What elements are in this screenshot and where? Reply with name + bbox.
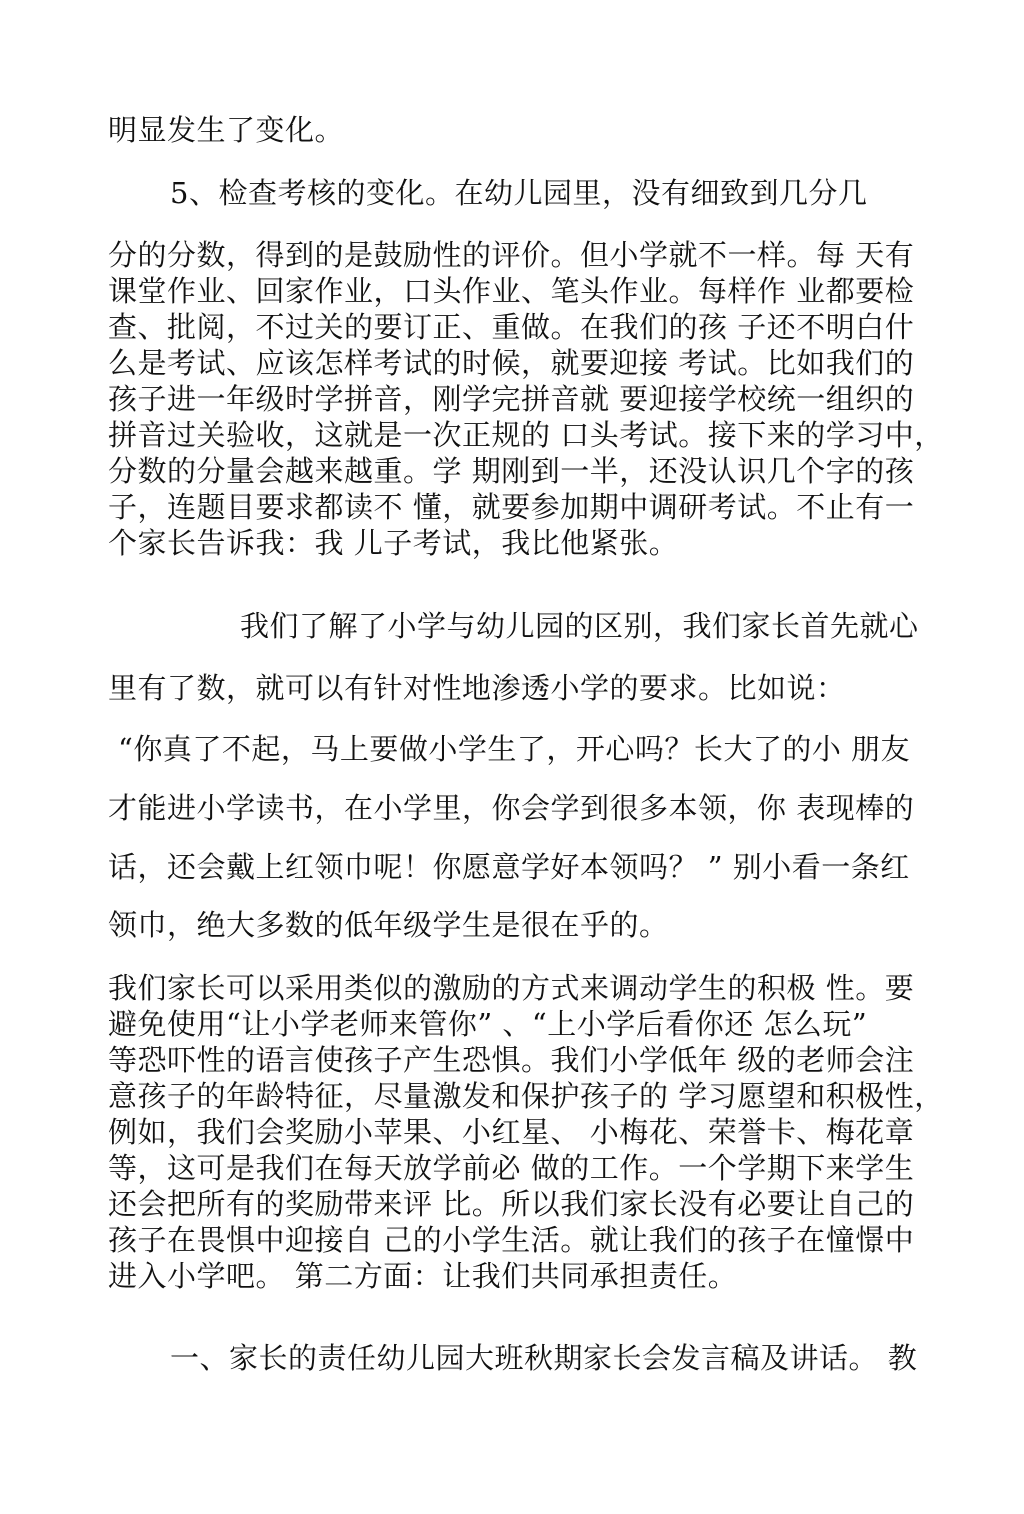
paragraph-line: 意孩子的年龄特征，尽量激发和保护孩子的 学习愿望和积极性， [108,1079,944,1113]
paragraph-block [108,970,944,1294]
paragraph-line: 分的分数，得到的是鼓励性的评价。但小学就不一样。每 天有 [108,238,915,272]
paragraph-line: 子，连题目要求都读不 懂，就要参加期中调研考试。不止有一 [108,490,915,524]
paragraph-line: 里有了数，就可以有针对性地渗透小学的要求。比如说： [108,671,846,705]
paragraph-line: “你真了不起，马上要做小学生了，开心吗？长大了的小 朋友 [118,732,911,766]
paragraph-line: 才能进小学读书，在小学里，你会学到很多本领，你 表现棒的 [108,791,915,825]
paragraph-block [108,237,944,561]
paragraph-line: 孩子在畏惧中迎接自 己的小学生活。就让我们的孩子在憧憬中 [108,1223,915,1257]
paragraph-line: 我们家长可以采用类似的激励的方式来调动学生的积极 性。要 [108,971,915,1005]
paragraph-line: 例如，我们会奖励小苹果、小红星、 小梅花、荣誉卡、梅花章 [108,1115,915,1149]
paragraph-line: 等恐吓性的语言使孩子产生恐惧。我们小学低年 级的老师会注 [108,1043,915,1077]
paragraph-line: 分数的分量会越来越重。学 期刚到一半，还没认识几个字的孩 [108,454,915,488]
paragraph-line: 进入小学吧。 第二方面：让我们共同承担责任。 [108,1259,738,1293]
paragraph-line: 话，还会戴上红领巾呢！你愿意学好本领吗？ ” 别小看一条红 [108,850,910,884]
paragraph-line: 拼音过关验收，这就是一次正规的 口头考试。接下来的学习中， [108,418,944,452]
paragraph-line: 我们了解了小学与幼儿园的区别，我们家长首先就心 [240,609,919,643]
paragraph-line: 明显发生了变化。 [108,113,345,147]
paragraph-line: 孩子进一年级时学拼音，刚学完拼音就 要迎接学校统一组织的 [108,382,915,416]
paragraph-line: 5、检查考核的变化。在幼儿园里，没有细致到几分几 [170,176,868,210]
paragraph-line: 么是考试、应该怎样考试的时候，就要迎接 考试。比如我们的 [108,346,915,380]
paragraph-line: 领巾，绝大多数的低年级学生是很在乎的。 [108,908,669,942]
paragraph-line: 等，这可是我们在每天放学前必 做的工作。一个学期下来学生 [108,1151,915,1185]
paragraph-line: 避免使用“让小学老师来管你” 、“上小学后看你还 怎么玩” [108,1007,868,1041]
paragraph-line: 个家长告诉我：我 儿子考试，我比他紧张。 [108,526,679,560]
paragraph-line: 课堂作业、回家作业，口头作业、笔头作业。每样作 业都要检 [108,274,915,308]
paragraph-line: 一、家长的责任幼儿园大班秋期家长会发言稿及讲话。 教 [170,1341,918,1375]
paragraph-line: 还会把所有的奖励带来评 比。所以我们家长没有必要让自己的 [108,1187,915,1221]
paragraph-line: 查、批阅，不过关的要订正、重做。在我们的孩 子还不明白什 [108,310,915,344]
